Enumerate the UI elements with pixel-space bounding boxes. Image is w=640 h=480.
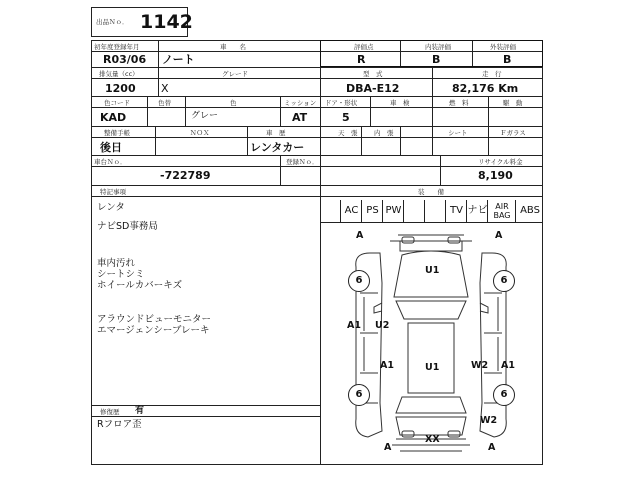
color-code-label: 色コード (104, 99, 130, 107)
exterior-score: B (503, 53, 512, 66)
car-diagram (320, 223, 543, 465)
mark-front-right: A (495, 230, 503, 241)
grade-label: グレード (222, 70, 248, 78)
mark-roof: U1 (425, 362, 440, 373)
doors-label: ドア・形状 (325, 99, 358, 107)
drive-label: 駆 動 (503, 99, 523, 107)
equipment-navi: ナビ (466, 200, 488, 222)
equipment-abs: ABS (515, 200, 544, 222)
reg-year: R03/06 (103, 53, 147, 66)
mileage-label: 走 行 (482, 70, 502, 78)
displacement: 1200 (105, 82, 136, 95)
grade: X (161, 82, 169, 95)
mark-right-rear-fender: A1 (501, 360, 515, 371)
color-code: KAD (100, 111, 127, 124)
equipment-label: 装 備 (418, 188, 444, 196)
equipment-airbag: AIR BAG (487, 200, 516, 222)
equipment-tv: TV (445, 200, 467, 222)
chassis-number: -722789 (160, 169, 211, 182)
model-name: ノート (162, 53, 195, 66)
equipment-ps: PS (361, 200, 383, 222)
plate-label: 登録Ｎｏ． (286, 158, 319, 166)
mark-left-front-wheel: 6 (348, 270, 370, 292)
repair-detail: Rフロア歪 (97, 419, 142, 430)
type-label: 型 式 (363, 70, 383, 78)
mark-hood: U1 (425, 265, 440, 276)
color-change-label: 色替 (158, 99, 171, 107)
note-line: ホイールカバーキズ (97, 280, 183, 291)
model-type: DBA-E12 (346, 82, 400, 95)
note-line: シートシミ (97, 269, 145, 280)
repair-history-label: 修復歴 (100, 408, 120, 416)
equipment-ac: AC (340, 200, 362, 222)
notes-list (97, 202, 317, 402)
mark-left-rear-door: A1 (380, 360, 394, 371)
repair-history-value: 有 (135, 406, 145, 416)
nox-label: ＮＯＸ (190, 129, 210, 137)
lot-number-label: 出品Ｎｏ． (96, 18, 129, 26)
score-label: 評価点 (354, 43, 374, 51)
lot-number-box (91, 7, 193, 37)
mark-right-rear-door: W2 (471, 360, 489, 371)
interior-trim-label: 内 張 (374, 129, 394, 137)
note-line: エマージェンシーブレーキ (97, 325, 210, 336)
equipment-blank-1 (403, 200, 425, 222)
mark-right-front-wheel: 6 (493, 270, 515, 292)
mark-rear-left: A (384, 442, 392, 453)
mark-left-rear-wheel: 6 (348, 384, 370, 406)
color-label: 色 (230, 99, 237, 107)
mileage: 82,176 Km (452, 82, 519, 95)
mark-rear-bumper: XX (425, 434, 440, 445)
service-book: 後日 (100, 141, 122, 154)
transmission-label: ミッション (284, 99, 317, 107)
model-label: 車 名 (220, 43, 246, 51)
inspection-label: 車 検 (390, 99, 410, 107)
equipment-blank-2 (424, 200, 446, 222)
reg-year-label: 初年度登録年月 (94, 43, 140, 51)
interior-score: B (432, 53, 441, 66)
recycle-label: リサイクル料金 (478, 158, 523, 166)
doors: 5 (342, 111, 350, 124)
equipment-pw: PW (382, 200, 404, 222)
note-line: 車内汚れ (97, 258, 136, 269)
score: R (357, 53, 366, 66)
chassis-label: 車台Ｎｏ． (94, 158, 127, 166)
seat-label: シート (448, 129, 468, 137)
mark-front-left: A (356, 230, 364, 241)
color: グレー (191, 111, 219, 121)
lot-number: 1142 (140, 11, 193, 33)
history: レンタカー (250, 141, 305, 154)
mark-right-rear-wheel: 6 (493, 384, 515, 406)
interior-score-label: 内装評価 (425, 43, 451, 51)
glass-label: Ｆガラス (500, 129, 526, 137)
sunroof-label: 天 張 (338, 129, 358, 137)
service-book-label: 整備手帳 (104, 129, 130, 137)
history-label: 車 歴 (266, 129, 286, 137)
fuel-label: 燃 料 (449, 99, 469, 107)
note-line: レンタ (97, 202, 125, 213)
mark-rear-right: A (488, 442, 496, 453)
transmission: AT (292, 111, 308, 124)
exterior-score-label: 外装評価 (490, 43, 516, 51)
mark-rear-quarter: W2 (480, 415, 498, 426)
mark-left-front-fender: A1 (347, 320, 361, 331)
note-line: アラウンドビューモニター (97, 314, 212, 325)
displacement-label: 排気量（cc） (99, 70, 139, 78)
notes-label: 特記事項 (100, 188, 126, 196)
note-line: ナビSD事務局 (97, 221, 158, 232)
mark-left-front-door: U2 (375, 320, 390, 331)
recycle-fee: 8,190 (478, 169, 513, 182)
